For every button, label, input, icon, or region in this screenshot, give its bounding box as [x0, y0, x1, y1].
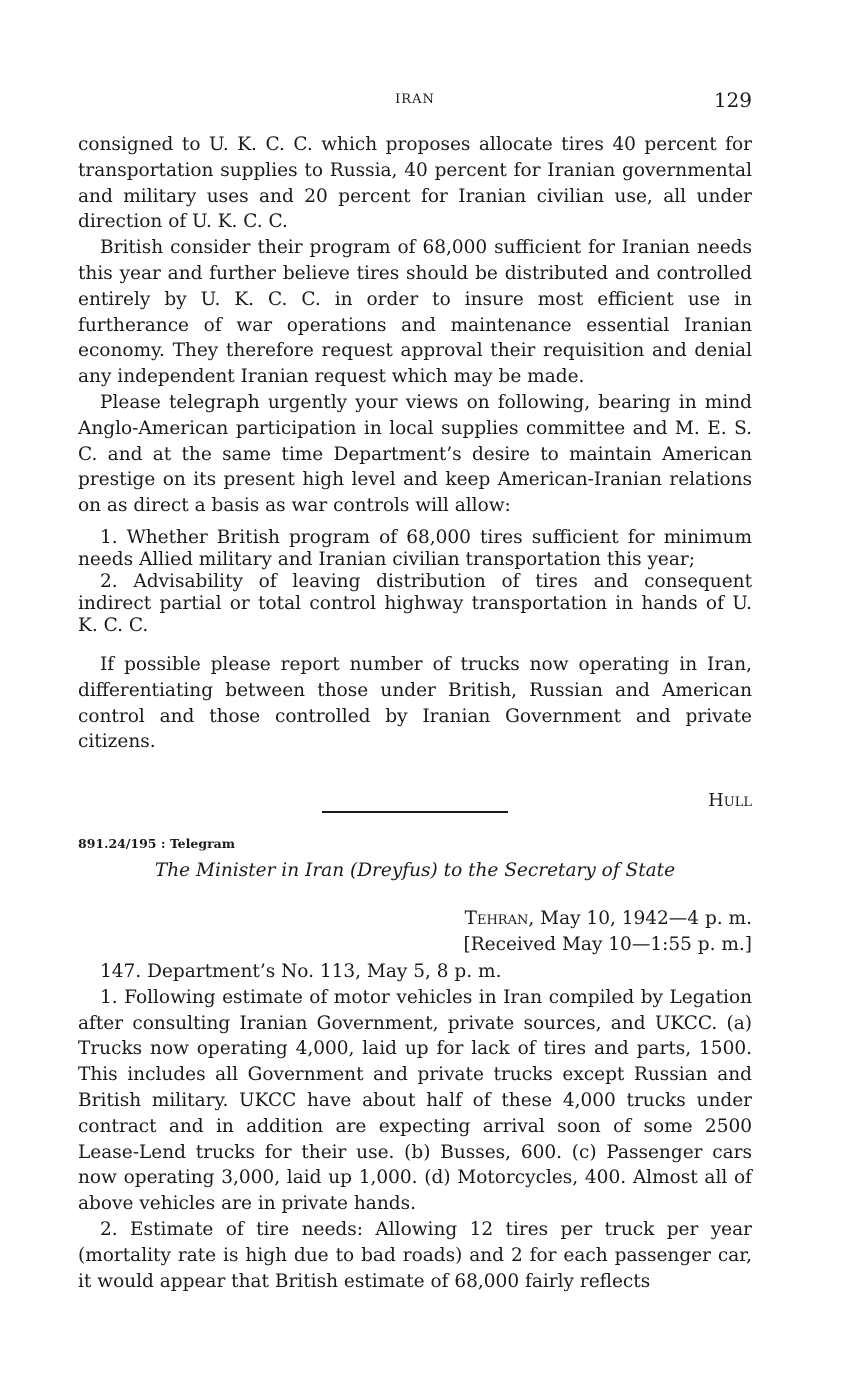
list-item: 2. Advisability of leaving distribution of tires and consequent indirect partial or total control highway transportation in hands of U. K. C. C.	[78, 571, 752, 636]
dateline-received: [Received May 10—1:55 p. m.]	[463, 934, 752, 955]
section-divider	[322, 811, 508, 813]
paragraph-continued: consigned to U. K. C. C. which proposes allocate tires 40 percent for transportation supplies to Russia, 40 percent for Iranian governmental and military uses and 20 percent for Iranian civilian use, all under direction of U. K. C. C.	[78, 134, 752, 233]
paragraph-british-program: British consider their program of 68,000 sufficient for Iranian needs this year and further believe tires should be distributed and controlled entirely by U. K. C. C. in order to insure most efficient use in furtherance of war operations and maintenance essential Iranian economy. They therefore request approval their requisition and denial any independent Iranian request which may be made.	[78, 237, 752, 388]
running-title: IRAN	[395, 92, 435, 107]
body-text-top	[78, 132, 752, 519]
body-text-request	[78, 652, 752, 755]
signature: Hull	[708, 790, 752, 811]
list-item: 1. Whether British program of 68,000 tires sufficient for minimum needs Allied military and Iranian civilian transportation this year;	[78, 527, 752, 570]
running-head	[78, 88, 752, 114]
dateline-place: Tehran	[464, 908, 529, 929]
dateline-sent	[464, 906, 752, 932]
body-text-telegram	[78, 959, 752, 1294]
paragraph-report-trucks: If possible please report number of trucks now operating in Iran, differentiating between those under British, Russian and American control and those controlled by Iranian Government and private citizens.	[78, 654, 752, 753]
paragraph-tire-needs: 2. Estimate of tire needs: Allowing 12 tires per truck per year (mortality rate is high due to bad roads) and 2 for each passenger car, it would appear that British estimate of 68,000 fairly reflects	[78, 1218, 752, 1292]
file-reference: 891.24/195 : Telegram	[78, 836, 235, 851]
dateline-date: , May 10, 1942—4 p. m.	[528, 908, 752, 929]
telegram-reference-line: 147. Department’s No. 113, May 5, 8 p. m.	[100, 961, 502, 982]
numbered-list	[78, 527, 752, 637]
paragraph-please-telegraph: Please telegraph urgently your views on following, bearing in mind Anglo-American participation in local supplies committee and M. E. S. C. and at the same time Department’s desire to maintain American prestige on its present high level and keep American-Iranian relations on as direct a basis as war controls will allow:	[78, 391, 752, 517]
paragraph-vehicle-estimate: 1. Following estimate of motor vehicles in Iran compiled by Legation after consulting Iranian Government, private sources, and UKCC. (a) Trucks now operating 4,000, laid up for lack of tires and parts, 1500. This includes all Government and private trucks except Russian and British military. UKCC have about half of these 4,000 trucks under contract and in addition are expecting arrival soon of some 2500 Lease-Lend trucks for their use. (b) Busses, 600. (c) Passenger cars now operating 3,000, laid up 1,000. (d) Motorcycles, 400. Almost all of above vehicles are in private hands.	[78, 986, 752, 1215]
dateline	[464, 906, 752, 958]
page-number: 129	[713, 88, 752, 112]
document-title: The Minister in Iran (Dreyfus) to the Secretary of State	[154, 860, 676, 881]
